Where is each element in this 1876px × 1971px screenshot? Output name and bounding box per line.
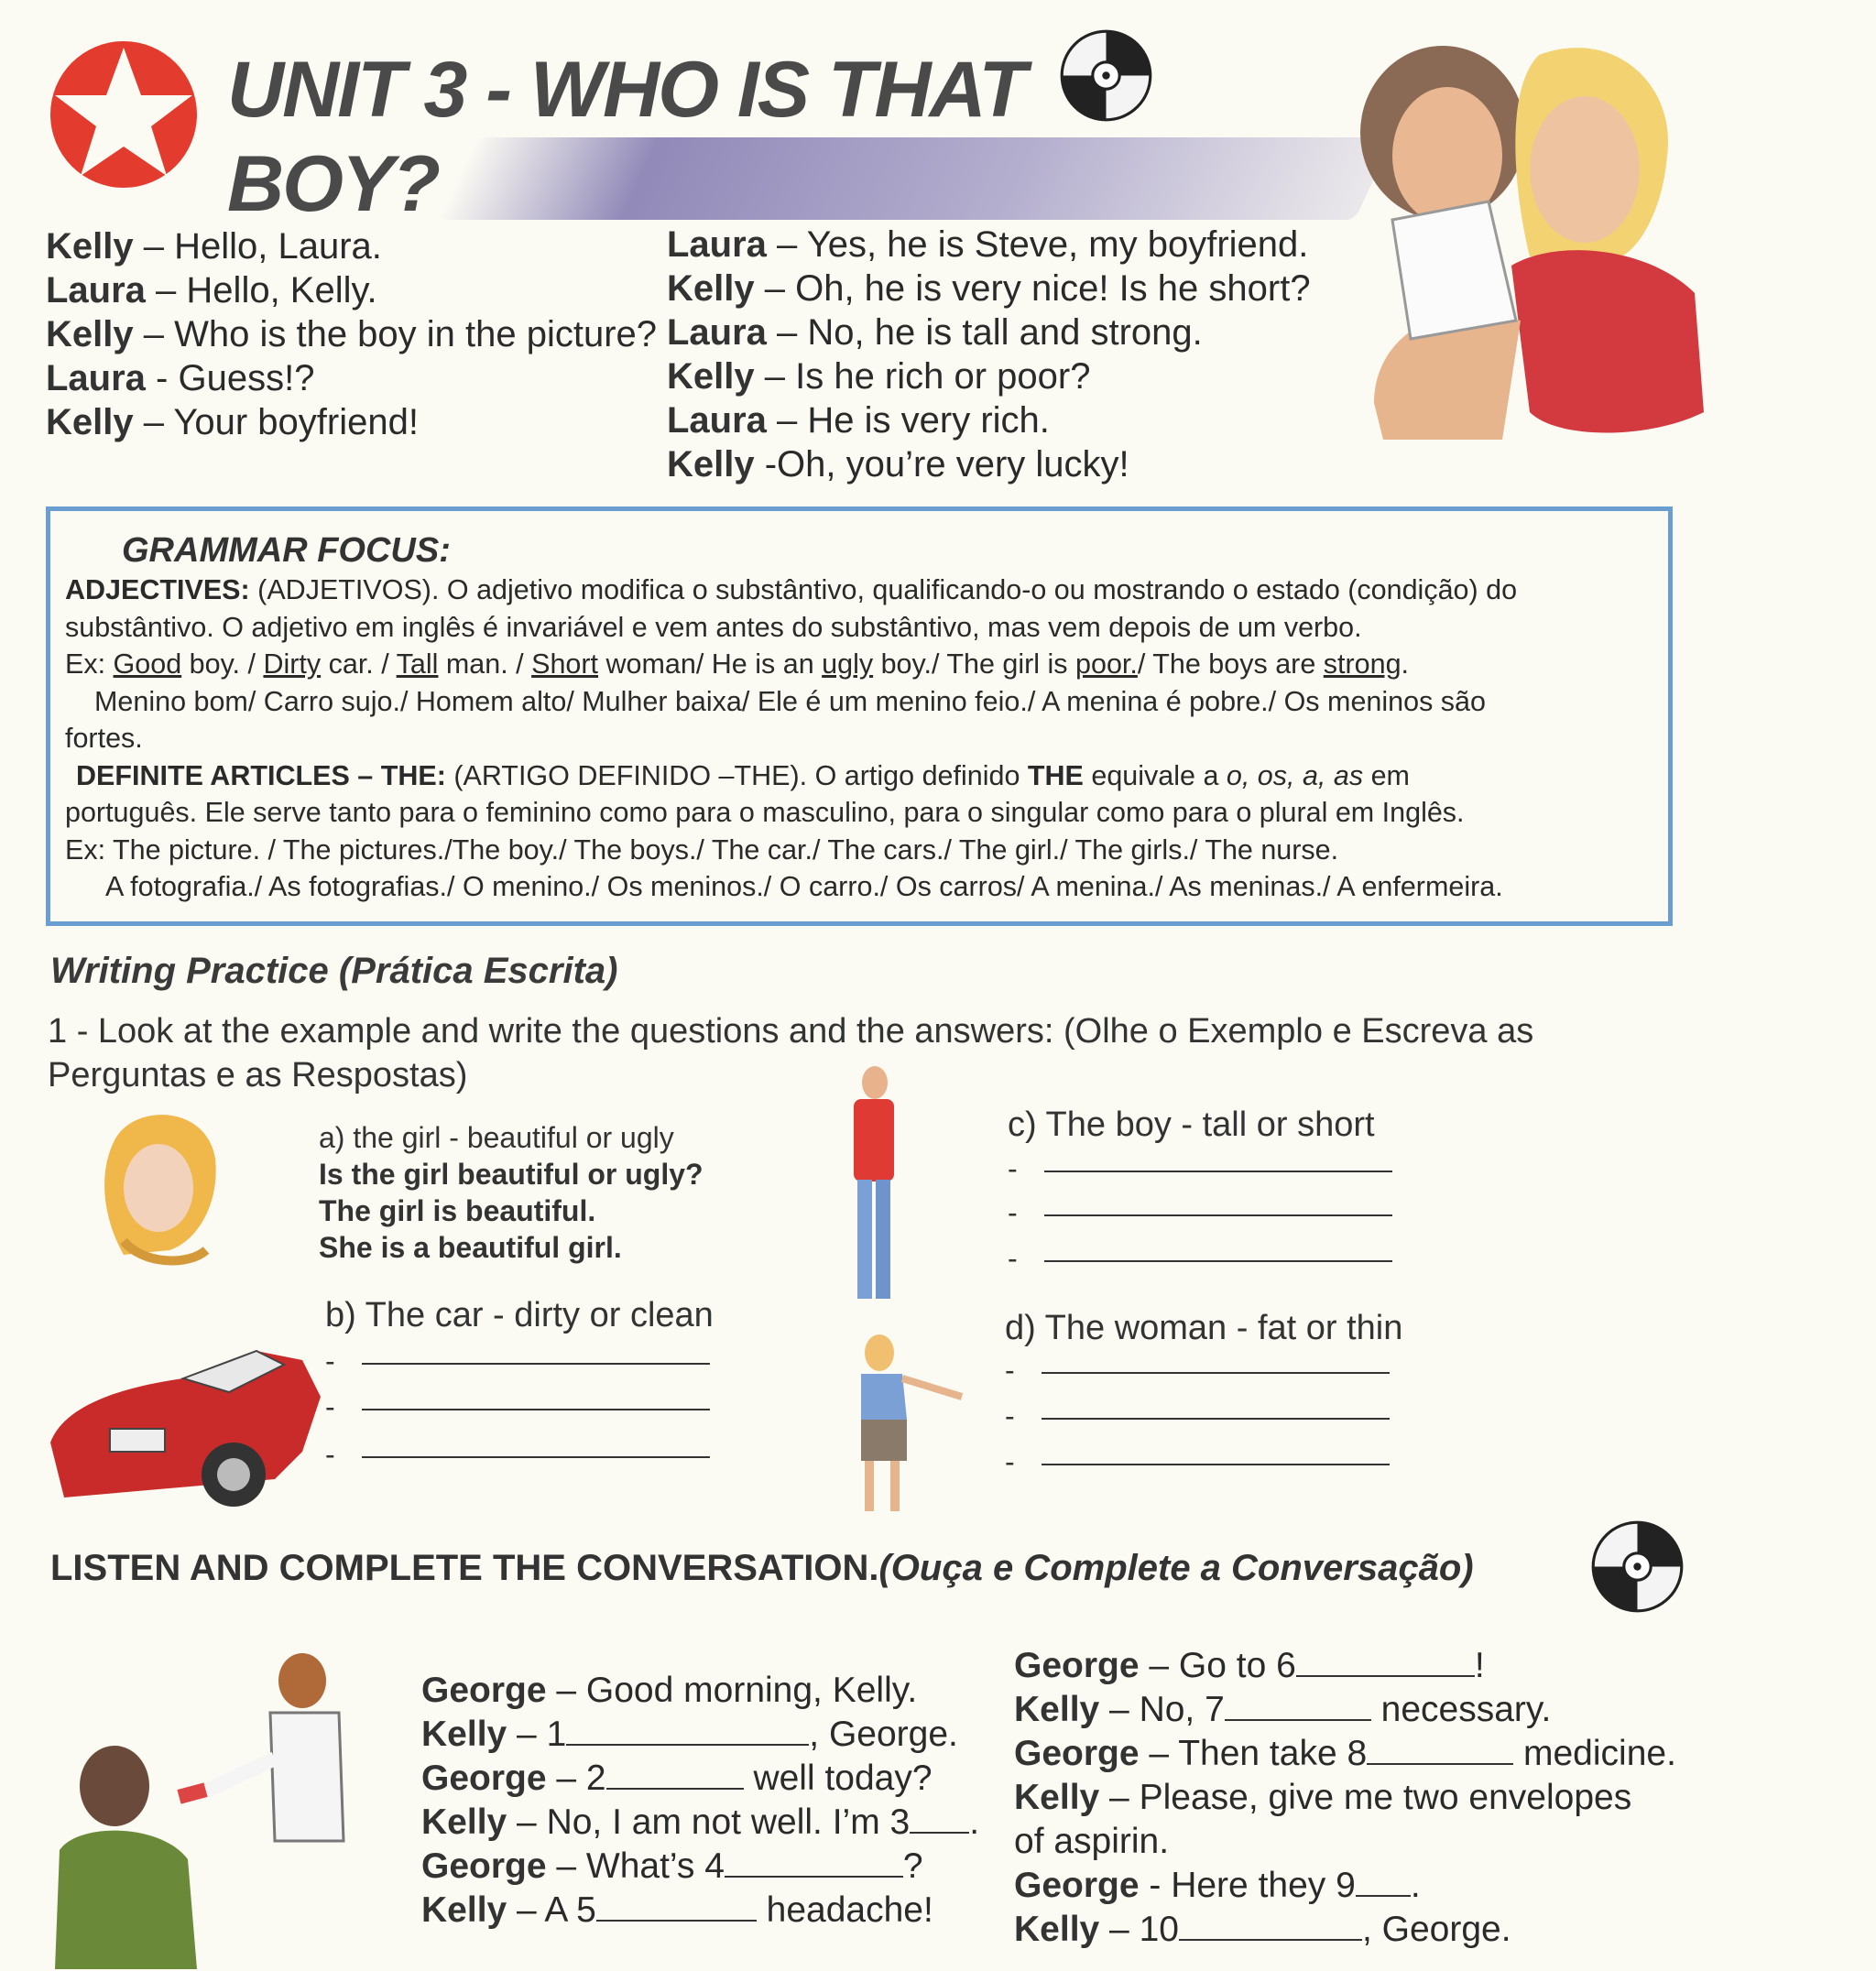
line-text: headache! xyxy=(756,1890,933,1930)
exercise-c-answer-2[interactable] xyxy=(1008,1196,1018,1230)
exercise-a-prompt: a) the girl - beautiful or ugly xyxy=(319,1121,674,1154)
conversation-line xyxy=(1014,1732,1676,1776)
title-streak xyxy=(439,137,1393,220)
speaker: George xyxy=(421,1846,547,1886)
line-text: – Go to 6 xyxy=(1139,1646,1296,1685)
dialogue-line xyxy=(667,223,1311,267)
thin-woman-illustration xyxy=(824,1333,971,1516)
ex-word: Short xyxy=(531,648,599,680)
ex-word: Dirty xyxy=(263,648,322,680)
speaker: Laura xyxy=(667,400,767,441)
answer-line[interactable] xyxy=(1042,1372,1390,1374)
separator: - xyxy=(145,358,179,398)
conversation-line xyxy=(1014,1776,1676,1820)
exercise-a-answer-1-text: The girl is beautiful. xyxy=(319,1194,596,1227)
speaker: Kelly xyxy=(421,1890,507,1930)
line-text: Yes, he is Steve, my boyfriend. xyxy=(806,224,1309,265)
line-text: Oh, he is very nice! Is he short? xyxy=(795,268,1311,309)
conversation-line xyxy=(1014,1820,1676,1864)
cd-audio-icon[interactable] xyxy=(1058,27,1154,124)
line-text: No, he is tall and strong. xyxy=(807,312,1203,353)
writing-instruction-1: 1 - Look at the example and write the questions and the answers: (Olhe o Exemplo e Escreva as xyxy=(48,1012,1534,1051)
speaker: Kelly xyxy=(46,402,134,442)
speaker: George xyxy=(421,1759,547,1798)
conversation-line xyxy=(1014,1688,1676,1732)
dialogue-left xyxy=(46,224,657,444)
speaker: Laura xyxy=(46,270,146,310)
articles-line-2: português. Ele serve tanto para o feminino como para o masculino, para o singular como para o plural em Inglês. xyxy=(65,797,1465,828)
writing-instruction-2: Perguntas e as Respostas) xyxy=(48,1056,468,1094)
line-text: – Then take 8 xyxy=(1139,1734,1368,1773)
dialogue-line xyxy=(46,312,657,356)
speaker: Kelly xyxy=(46,314,134,354)
dash: - xyxy=(325,1438,335,1471)
answer-line[interactable] xyxy=(362,1363,710,1365)
speaker: Kelly xyxy=(667,444,755,485)
writing-practice-title: Writing Practice (Prática Escrita) xyxy=(50,951,618,991)
articles-line xyxy=(65,757,1517,795)
line-text: – 10 xyxy=(1099,1910,1179,1949)
line-text: Guess!? xyxy=(178,358,315,398)
speaker: George xyxy=(1014,1646,1140,1685)
adjectives-line xyxy=(65,572,1517,609)
dialogue-line xyxy=(46,400,657,444)
blank-9[interactable] xyxy=(1356,1866,1411,1897)
articles-text: (ARTIGO DEFINIDO –THE). O artigo definido xyxy=(445,759,1028,791)
conversation-left xyxy=(421,1669,979,1933)
conversation-line xyxy=(1014,1644,1676,1688)
exercise-a-answer-2-text: She is a beautiful girl. xyxy=(319,1231,622,1264)
answer-line[interactable] xyxy=(1044,1171,1392,1172)
line-text: Your boyfriend! xyxy=(173,402,419,442)
red-car-illustration xyxy=(46,1342,321,1520)
dialogue-line xyxy=(667,398,1311,442)
exercise-a-answer-2 xyxy=(319,1229,622,1266)
dialogue-line xyxy=(46,224,657,268)
girls-with-photo-illustration xyxy=(1319,18,1722,449)
separator: – xyxy=(766,312,808,353)
exercise-c-prompt: c) The boy - tall or short xyxy=(1008,1105,1375,1144)
articles-text: equivale a xyxy=(1083,759,1227,791)
separator: – xyxy=(754,268,796,309)
line-text: - Here they 9 xyxy=(1139,1866,1356,1905)
line-text: Who is the boy in the picture? xyxy=(174,314,658,354)
articles-translation: A fotografia./ As fotografias./ O menino./ Os meninos./ O carro./ Os carros/ A menina./ As meninas./ A enfermeira. xyxy=(105,871,1503,902)
ex-text: Ex: xyxy=(65,648,114,680)
ex-word: Tall xyxy=(396,648,439,680)
dialogue-right xyxy=(667,223,1311,486)
cd-audio-icon-2[interactable] xyxy=(1589,1519,1685,1615)
speaker: George xyxy=(1014,1866,1140,1905)
ex-text: . xyxy=(1401,648,1410,680)
line-text: , George. xyxy=(1361,1910,1511,1949)
ex-text: car. / xyxy=(321,648,397,680)
dash: - xyxy=(1008,1152,1018,1185)
ex-text: woman/ He is an xyxy=(598,648,823,680)
line-text: – What’s 4 xyxy=(546,1846,725,1886)
tall-boy-illustration xyxy=(834,1062,916,1310)
answer-line[interactable] xyxy=(1044,1214,1392,1216)
exercise-b-answer-3[interactable] xyxy=(325,1438,335,1472)
dash: - xyxy=(1008,1242,1018,1275)
conversation-line xyxy=(421,1669,979,1713)
exercise-d-prompt: d) The woman - fat or thin xyxy=(1005,1309,1403,1347)
blank-3[interactable] xyxy=(910,1802,969,1834)
line-text: – Good morning, Kelly. xyxy=(546,1671,918,1710)
listen-heading xyxy=(50,1548,1474,1589)
line-text: – Please, give me two envelopes xyxy=(1099,1778,1632,1817)
dash: - xyxy=(1005,1354,1015,1387)
exercise-c-answer-3[interactable] xyxy=(1008,1242,1018,1276)
separator: – xyxy=(145,270,187,310)
line-text: ! xyxy=(1474,1646,1485,1685)
speaker: Kelly xyxy=(1014,1778,1100,1817)
conversation-line xyxy=(421,1801,979,1845)
exercise-b-answer-2[interactable] xyxy=(325,1390,335,1424)
line-text: . xyxy=(969,1802,980,1842)
dash: - xyxy=(1005,1445,1015,1478)
exercise-a-question xyxy=(319,1156,704,1192)
line-text: ? xyxy=(902,1846,923,1886)
articles-example: Ex: The picture. / The pictures./The boy./ The boys./ The car./ The cars./ The girl./ The girls./ The nurse. xyxy=(65,833,1339,866)
blank-8[interactable] xyxy=(1367,1734,1513,1765)
line-text: – No, 7 xyxy=(1099,1690,1225,1729)
dialogue-line xyxy=(667,354,1311,398)
adjectives-example xyxy=(65,646,1517,683)
line-text: well today? xyxy=(743,1759,933,1798)
line-text: – 1 xyxy=(507,1715,567,1754)
dialogue-line xyxy=(667,442,1311,486)
adjectives-text: (ADJETIVOS). O adjetivo modifica o substântivo, qualificando-o ou mostrando o estado (condição) do xyxy=(249,574,1518,605)
page-title-line2: BOY? xyxy=(227,140,439,228)
conversation-line xyxy=(421,1713,979,1757)
adjectives-label: ADJECTIVES: xyxy=(65,574,250,605)
exercise-b-prompt: b) The car - dirty or clean xyxy=(325,1296,714,1334)
exercise-c-answer-1[interactable] xyxy=(1008,1152,1018,1186)
blank-7[interactable] xyxy=(1225,1690,1371,1721)
line-text: – A 5 xyxy=(507,1890,596,1930)
adjectives-line-2: substântivo. O adjetivo em inglês é invariável e vem antes do substântivo, mas vem depois de um verbo. xyxy=(65,611,1362,643)
exercise-d-answer-3[interactable] xyxy=(1005,1445,1015,1479)
ex-text: / The boys are xyxy=(1137,648,1324,680)
line-text: – 2 xyxy=(546,1759,606,1798)
speaker: Kelly xyxy=(1014,1690,1100,1729)
speaker: Kelly xyxy=(667,268,755,309)
speaker: Laura xyxy=(46,358,146,398)
star-logo-icon xyxy=(46,37,202,192)
ex-word: ugly xyxy=(822,648,874,680)
speaker: Kelly xyxy=(667,356,755,397)
ex-word: strong xyxy=(1323,648,1402,680)
separator: – xyxy=(766,224,807,265)
line-text: Hello, Kelly. xyxy=(186,270,377,310)
conversation-right xyxy=(1014,1644,1676,1952)
blank-10[interactable] xyxy=(1179,1910,1362,1941)
line-text: necessary. xyxy=(1370,1690,1552,1729)
grammar-title: GRAMMAR FOCUS: xyxy=(122,531,451,570)
grammar-focus-box xyxy=(46,506,1673,926)
articles-the: THE xyxy=(1027,759,1084,791)
speaker: Kelly xyxy=(421,1715,507,1754)
dialogue-line xyxy=(46,268,657,312)
ex-word: poor. xyxy=(1075,648,1138,680)
speaker: Kelly xyxy=(421,1802,507,1842)
exercise-a-answer-1 xyxy=(319,1192,595,1229)
separator: – xyxy=(766,400,808,441)
dialogue-line xyxy=(667,310,1311,354)
articles-pt: o, os, a, as xyxy=(1226,759,1364,791)
exercise-d-answer-1[interactable] xyxy=(1005,1354,1015,1388)
line-text: Oh, you’re very lucky! xyxy=(777,444,1129,485)
conversation-line xyxy=(421,1889,979,1933)
blank-4[interactable] xyxy=(725,1846,903,1878)
speaker: George xyxy=(1014,1734,1140,1773)
line-text: Hello, Laura. xyxy=(174,226,382,267)
blank-6[interactable] xyxy=(1296,1646,1475,1677)
doctor-patient-illustration xyxy=(50,1639,353,1969)
dash: - xyxy=(325,1390,335,1423)
line-text: Is he rich or poor? xyxy=(795,356,1091,397)
line-text: of aspirin. xyxy=(1014,1822,1170,1861)
blank-1[interactable] xyxy=(566,1715,809,1746)
listen-heading-italic: (Ouça e Complete a Conversação) xyxy=(878,1548,1474,1588)
blonde-girl-illustration xyxy=(87,1104,224,1269)
line-text: He is very rich. xyxy=(807,400,1050,441)
ex-text: boy. / xyxy=(181,648,264,680)
dash: - xyxy=(1008,1196,1018,1229)
answer-line[interactable] xyxy=(1044,1260,1392,1262)
line-text: – No, I am not well. I’m 3 xyxy=(507,1802,911,1842)
speaker: George xyxy=(421,1671,547,1710)
exercise-d-answer-2[interactable] xyxy=(1005,1399,1015,1433)
speaker: Kelly xyxy=(1014,1910,1100,1949)
ex-text: boy./ The girl is xyxy=(873,648,1076,680)
blank-5[interactable] xyxy=(596,1890,757,1922)
dash: - xyxy=(325,1345,335,1378)
answer-line[interactable] xyxy=(1042,1464,1390,1465)
exercise-a-question-text: Is the girl beautiful or ugly? xyxy=(319,1158,704,1191)
ex-word: Good xyxy=(113,648,182,680)
listen-heading-bold: LISTEN AND COMPLETE THE CONVERSATION. xyxy=(50,1548,879,1588)
line-text: , George. xyxy=(809,1715,958,1754)
separator: – xyxy=(133,226,175,267)
articles-label: DEFINITE ARTICLES – THE: xyxy=(76,759,446,791)
adjectives-translation-2: fortes. xyxy=(65,723,143,754)
line-text: . xyxy=(1410,1866,1421,1905)
ex-text: man. / xyxy=(438,648,532,680)
separator: - xyxy=(754,444,778,485)
dash: - xyxy=(1005,1399,1015,1432)
conversation-line xyxy=(1014,1864,1676,1908)
conversation-line xyxy=(421,1845,979,1889)
answer-line[interactable] xyxy=(362,1456,710,1458)
speaker: Kelly xyxy=(46,226,134,267)
answer-line[interactable] xyxy=(1042,1418,1390,1420)
adjectives-translation: Menino bom/ Carro sujo./ Homem alto/ Mulher baixa/ Ele é um menino feio./ A menina é pobre./ Os meninos são xyxy=(94,685,1486,717)
separator: – xyxy=(133,314,175,354)
separator: – xyxy=(754,356,796,397)
dialogue-line xyxy=(46,356,657,400)
speaker: Laura xyxy=(667,312,767,353)
exercise-b-answer-1[interactable] xyxy=(325,1345,335,1378)
conversation-line xyxy=(1014,1908,1676,1952)
dialogue-line xyxy=(667,267,1311,310)
separator: – xyxy=(133,402,174,442)
grammar-body xyxy=(65,572,1517,906)
speaker: Laura xyxy=(667,224,767,265)
page-title-line1: UNIT 3 - WHO IS THAT xyxy=(227,46,1025,134)
conversation-line xyxy=(421,1757,979,1801)
line-text: medicine. xyxy=(1513,1734,1676,1773)
answer-line[interactable] xyxy=(362,1409,710,1410)
blank-2[interactable] xyxy=(606,1759,744,1790)
articles-text: em xyxy=(1363,759,1410,791)
